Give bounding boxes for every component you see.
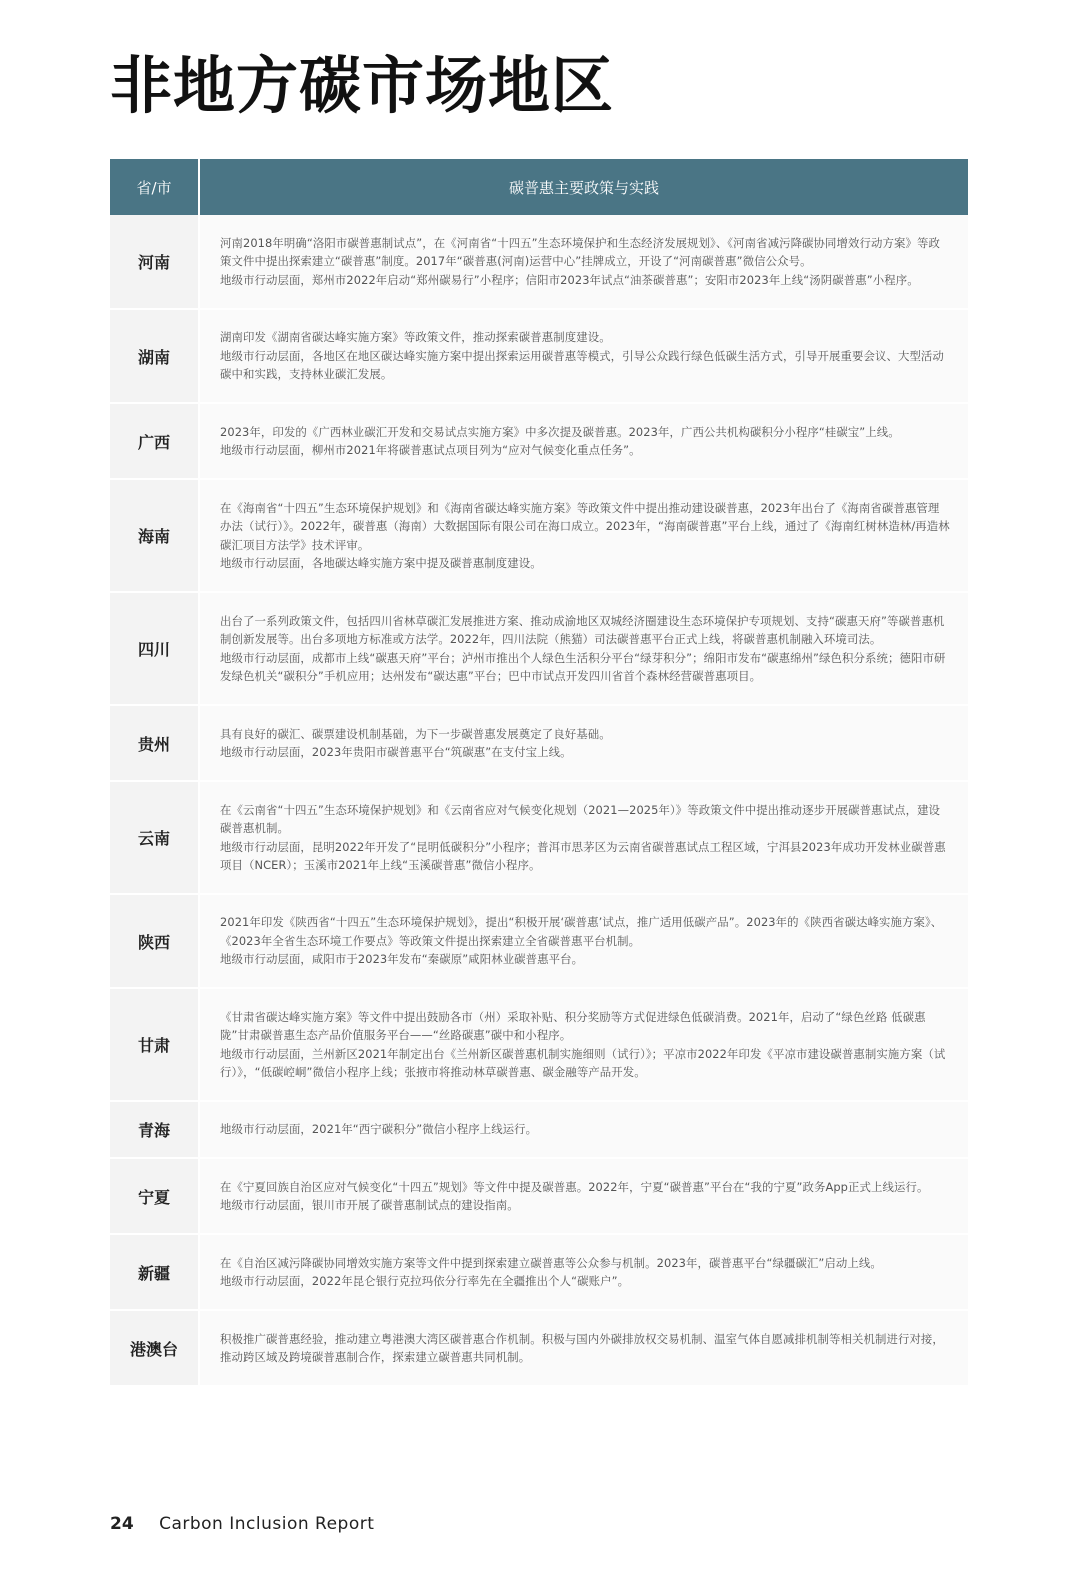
policy-detail — [199, 215, 968, 309]
policy-text-line: 在《海南省“十四五”生态环境保护规划》和《海南省碳达峰实施方案》等政策文件中提出推动建设碳普惠，2023年出台了《海南省碳普惠管理办法（试行）》。2022年，碳普惠（海南）大数据国际有限公司在海口成立。2023年，“海南碳普惠”平台上线，通过了《海南红树林造林/再造林碳汇项目方法学》技术评审。 — [220, 500, 950, 552]
table-row — [110, 215, 968, 309]
page-title: 非地方碳市场地区 — [110, 49, 615, 122]
table-row — [110, 705, 968, 781]
report-name: Carbon Inclusion Report — [159, 1514, 375, 1534]
province-name: 广西 — [110, 403, 199, 479]
policy-detail — [199, 988, 968, 1101]
province-name: 河南 — [110, 215, 199, 309]
table-header-row — [110, 159, 968, 215]
policy-detail — [199, 1234, 968, 1310]
table-row — [110, 403, 968, 479]
province-name: 四川 — [110, 592, 199, 705]
table-row — [110, 781, 968, 894]
policy-detail — [199, 705, 968, 781]
policy-detail — [199, 1101, 968, 1158]
table-row — [110, 309, 968, 403]
province-name: 云南 — [110, 781, 199, 894]
province-name: 青海 — [110, 1101, 199, 1158]
table-row — [110, 988, 968, 1101]
page-footer — [110, 1514, 374, 1534]
policy-detail — [199, 592, 968, 705]
policy-text-line: 地级市行动层面，昆明2022年开发了“昆明低碳积分”小程序；普洱市思茅区为云南省碳普惠试点工程区域，宁洱县2023年成功开发林业碳普惠项目（NCER）；玉溪市2021年上线“玉溪碳普惠”微信小程序。 — [220, 839, 946, 872]
policy-detail — [199, 1158, 968, 1234]
policy-text-line: 地级市行动层面，2021年“西宁碳积分”微信小程序上线运行。 — [220, 1122, 538, 1137]
policy-text-line: 地级市行动层面，各地区在地区碳达峰实施方案中提出探索运用碳普惠等模式，引导公众践行绿色低碳生活方式，引导开展重要会议、大型活动碳中和实践，支持林业碳汇发展。 — [220, 348, 944, 382]
table-row — [110, 1310, 968, 1386]
policy-text-line: 《甘肃省碳达峰实施方案》等文件中提出鼓励各市（州）采取补贴、积分奖励等方式促进绿色低碳消费。2021年，启动了“绿色丝路 低碳惠陇”甘肃碳普惠生态产品价值服务平台——“丝路碳惠”碳中和小程序。 — [220, 1009, 926, 1042]
policy-text-line: 积极推广碳普惠经验，推动建立粤港澳大湾区碳普惠合作机制。积极与国内外碳排放权交易机制、温室气体自愿减排机制等相关机制进行对接，推动跨区域及跨境碳普惠制合作，探索建立碳普惠共同机制。 — [220, 1331, 944, 1364]
table-row — [110, 479, 968, 592]
policy-text-line: 地级市行动层面，银川市开展了碳普惠制试点的建设指南。 — [220, 1198, 519, 1212]
table-row — [110, 1158, 968, 1234]
policy-text-line: 地级市行动层面，成都市上线“碳惠天府”平台；泸州市推出个人绿色生活积分平台“绿芽积分”；绵阳市发布“碳惠绵州”绿色积分系统；德阳市研发绿色机关“碳积分”手机应用；达州发布“碳达惠”平台；巴中市试点开发四川省首个森林经营碳普惠项目。 — [220, 650, 946, 683]
table-row — [110, 1234, 968, 1310]
header-policy: 碳普惠主要政策与实践 — [199, 159, 968, 215]
table-row — [110, 592, 968, 705]
policy-text-line: 在《自治区减污降碳协同增效实施方案等文件中提到探索建立碳普惠等公众参与机制。2023年，碳普惠平台“绿疆碳汇”启动上线。 — [220, 1255, 882, 1270]
policy-detail — [199, 309, 968, 403]
policy-text-line: 2023年，印发的《广西林业碳汇开发和交易试点实施方案》中多次提及碳普惠。2023年，广西公共机构碳积分小程序“桂碳宝”上线。 — [220, 424, 900, 439]
policy-text-line: 地级市行动层面，2022年昆仑银行克拉玛依分行率先在全疆推出个人“碳账户”。 — [220, 1274, 630, 1288]
table-row — [110, 894, 968, 988]
province-name: 陕西 — [110, 894, 199, 988]
province-name: 湖南 — [110, 309, 199, 403]
policy-detail — [199, 403, 968, 479]
table-body — [110, 215, 968, 1386]
policy-text-line: 在《云南省“十四五”生态环境保护规划》和《云南省应对气候变化规划（2021—2025年）》等政策文件中提出推动逐步开展碳普惠试点，建设碳普惠机制。 — [220, 802, 941, 835]
province-name: 宁夏 — [110, 1158, 199, 1234]
province-name: 贵州 — [110, 705, 199, 781]
policy-detail — [199, 894, 968, 988]
header-province: 省/市 — [110, 159, 199, 215]
province-name: 新疆 — [110, 1234, 199, 1310]
policy-text-line: 具有良好的碳汇、碳票建设机制基础，为下一步碳普惠发展奠定了良好基础。 — [220, 726, 611, 741]
table-row — [110, 1101, 968, 1158]
province-name: 港澳台 — [110, 1310, 199, 1386]
policy-text-line: 在《宁夏回族自治区应对气候变化“十四五”规划》等文件中提及碳普惠。2022年，宁夏“碳普惠”平台在“我的宁夏”政务App正式上线运行。 — [220, 1179, 929, 1194]
page-number: 24 — [110, 1514, 134, 1534]
province-name: 甘肃 — [110, 988, 199, 1101]
policy-text-line: 2021年印发《陕西省“十四五”生态环境保护规划》，提出“积极开展‘碳普惠’试点，推广适用低碳产品”。2023年的《陕西省碳达峰实施方案》、《2023年全省生态环境工作要点》等政策文件提出探索建立全省碳普惠平台机制。 — [220, 915, 943, 948]
policy-text-line: 地级市行动层面，咸阳市于2023年发布“秦碳原”咸阳林业碳普惠平台。 — [220, 952, 584, 967]
policy-detail — [199, 1310, 968, 1386]
policy-text-line: 出台了一系列政策文件，包括四川省林草碳汇发展推进方案、推动成渝地区双城经济圈建设生态环境保护专项规划、支持“碳惠天府”等碳普惠机制创新发展等。出台多项地方标准或方法学。2022年，四川法院（熊猫）司法碳普惠平台正式上线，将碳普惠机制融入环境司法。 — [220, 613, 945, 646]
policy-table — [110, 159, 968, 1387]
province-name: 海南 — [110, 479, 199, 592]
policy-text-line: 地级市行动层面，兰州新区2021年制定出台《兰州新区碳普惠机制实施细则（试行）》；平凉市2022年印发《平凉市建设碳普惠制实施方案（试行）》，“低碳崆峒”微信小程序上线；张掖市将推动林草碳普惠、碳金融等产品开发。 — [220, 1046, 946, 1079]
policy-text-line: 湖南印发《湖南省碳达峰实施方案》等政策文件，推动探索碳普惠制度建设。 — [220, 330, 611, 345]
policy-detail — [199, 781, 968, 894]
policy-text-line: 地级市行动层面，各地碳达峰实施方案中提及碳普惠制度建设。 — [220, 556, 542, 570]
policy-text-line: 地级市行动层面，郑州市2022年启动“郑州碳易行”小程序；信阳市2023年试点“油茶碳普惠”；安阳市2023年上线“汤阴碳普惠”小程序。 — [220, 272, 919, 287]
policy-detail — [199, 479, 968, 592]
policy-text-line: 河南2018年明确“洛阳市碳普惠制试点”，在《河南省“十四五”生态环境保护和生态经济发展规划》、《河南省减污降碳协同增效行动方案》等政策文件中提出探索建立“碳普惠”制度。2017年“碳普惠(河南)运营中心”挂牌成立，开设了“河南碳普惠”微信公众号。 — [220, 235, 940, 269]
policy-text-line: 地级市行动层面，柳州市2021年将碳普惠试点项目列为“应对气候变化重点任务”。 — [220, 443, 641, 457]
policy-text-line: 地级市行动层面，2023年贵阳市碳普惠平台“筑碳惠”在支付宝上线。 — [220, 745, 572, 759]
